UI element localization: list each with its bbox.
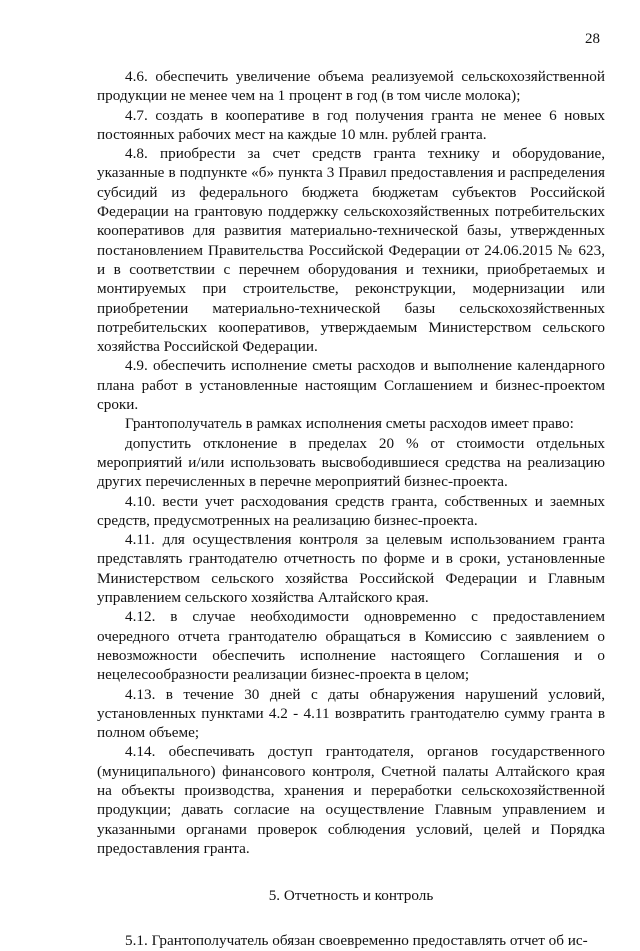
- paragraph-4-12: 4.12. в случае необходимости одновременно с предоставлением очередного отчета грантодателю обращаться в Комиссию с заявлением о невозможности обеспечить исполнение настоящего Соглашения и о нецелесообразности реализации бизнес-проекта в целом;: [97, 608, 605, 684]
- paragraph-4-13: 4.13. в течение 30 дней с даты обнаружения нарушений условий, установленных пунктами 4.2 - 4.11 возвратить грантодателю сумму гранта в полном объеме;: [97, 685, 605, 742]
- paragraph-4-9: 4.9. обеспечить исполнение сметы расходов и выполнение календарного плана работ в установленные настоящим Соглашением и бизнес-проектом сроки.: [97, 357, 605, 414]
- paragraph-5-1: 5.1. Грантополучатель обязан своевременно предоставлять отчет об ис-: [125, 932, 588, 950]
- paragraph-4-11: 4.11. для осуществления контроля за целевым использованием гранта представлять грантодателю отчетность по форме и в сроки, установленные Министерством сельского хозяйства Российской Федерации и Главным управлением сельского хозяйства Алтайского края.: [97, 531, 605, 607]
- paragraph-4-6: 4.6. обеспечить увеличение объема реализуемой сельскохозяйственной продукции не менее чем на 1 процент в год (в том числе молока);: [97, 68, 605, 105]
- paragraph-grantee-rights: Грантополучатель в рамках исполнения сметы расходов имеет право:: [125, 415, 574, 433]
- paragraph-deviation: допустить отклонение в пределах 20 % от стоимости отдельных мероприятий и/или использовать высвободившиеся средства на реализацию других перечисленных в перечне мероприятий бизнес-проекта.: [97, 434, 605, 491]
- document-body: [97, 67, 605, 951]
- paragraph-4-14: 4.14. обеспечивать доступ грантодателя, органов государственного (муниципального) финансового контроля, Счетной палаты Алтайского края на объекты производства, хранения и переработки сельскохозяйственной продукции; давать согласие на осуществление Главным управлением и указанными органами проверок соблюдения условий, целей и Порядка предоставления гранта.: [97, 743, 605, 857]
- section-heading: 5. Отчетность и контроль: [268, 887, 434, 905]
- paragraph-4-10: 4.10. вести учет расходования средств гранта, собственных и заемных средств, предусмотренных на реализацию бизнес-проекта.: [97, 492, 605, 529]
- page-number: 28: [585, 31, 600, 47]
- paragraph-4-7: 4.7. создать в кооперативе в год получения гранта не менее 6 новых постоянных рабочих мест на каждые 10 млн. рублей гранта.: [97, 106, 605, 143]
- paragraph-4-8: 4.8. приобрести за счет средств гранта технику и оборудование, указанные в подпункте «б» пункта 3 Правил предоставления и распределения субсидий из федерального бюджета бюджетам субъектов Российской Федерации на грантовую поддержку сельскохозяйственных потребительских кооперативов для развития материально-технической базы, утвержденных постановлением Правительства Российской Федерации от 24.06.2015 № 623, и в соответствии с перечнем оборудования и техники, приобретаемых и монтируемых при строительстве, реконструкции, модернизации или приобретении материально-технической базы сельскохозяйственных потребительских кооперативов, утверждаемым Министерством сельского хозяйства Российской Федерации.: [97, 145, 605, 356]
